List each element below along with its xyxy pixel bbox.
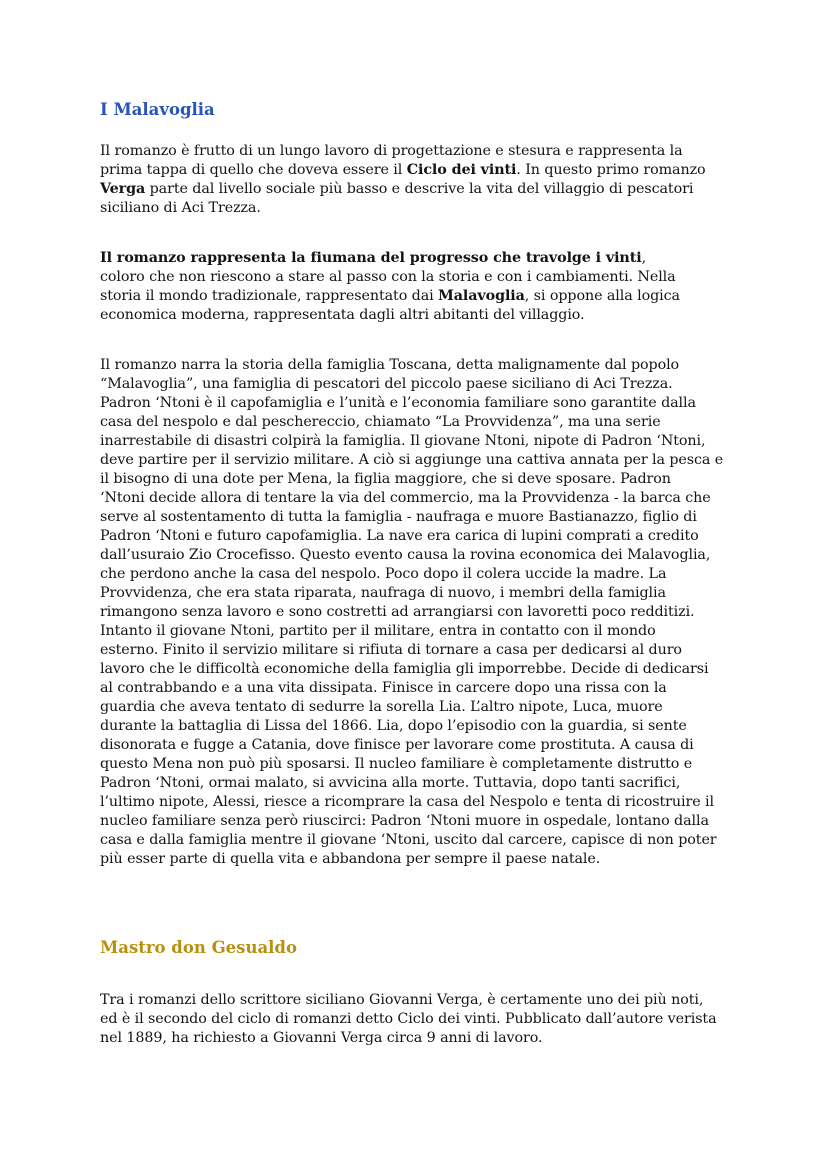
text-run: storia il mondo tradizionale, rappresentato dai [100,288,439,304]
text-line [100,641,730,660]
text-line [100,565,730,584]
text-run: casa e dalla famiglia mentre il giovane ‘Ntoni, uscito dal carcere, capisce di non poter [100,832,717,848]
text-run: prima tappa di quello che doveva essere il [100,162,407,178]
text-line [100,356,730,375]
text-line [100,413,730,432]
text-line [100,375,730,394]
text-run: Padron ‘Ntoni, ormai malato, si avvicina alla morte. Tuttavia, dopo tanti sacrifici, [100,775,681,791]
text-line [100,527,730,546]
text-line [100,199,730,218]
text-line [100,812,730,831]
text-run: questo Mena non può più sposarsi. Il nucleo familiare è completamente distrutto e [100,756,693,772]
text-line [100,831,730,850]
text-line [100,793,730,812]
text-run: Padron ‘Ntoni è il capofamiglia e l’unità e l’economia familiare sono garantite dalla [100,395,696,411]
text-run: Provvidenza, che era stata riparata, naufraga di nuovo, i membri della famiglia [100,585,666,601]
text-run: Il romanzo è frutto di un lungo lavoro di progettazione e stesura e rappresenta la [100,143,683,159]
text-line [100,287,730,306]
text-line [100,660,730,679]
text-run: inarrestabile di disastri colpirà la famiglia. Il giovane Ntoni, nipote di Padron ‘Ntoni, [100,433,706,449]
text-run: Il romanzo narra la storia della famiglia Toscana, detta malignamente dal popolo [100,357,680,373]
bold-text: Il romanzo rappresenta la fiumana del progresso che travolge i vinti [100,250,642,266]
text-run: il bisogno di una dote per Mena, la figlia maggiore, che si deve sposare. Padron [100,471,671,487]
text-run: nucleo familiare senza però riuscirci: Padron ‘Ntoni muore in ospedale, lontano dalla [100,813,709,829]
section-heading-mastro-don-gesualdo: Mastro don Gesualdo [100,938,297,957]
text-line [100,1029,730,1048]
text-line [100,161,730,180]
text-run: lavoro che le difficoltà economiche della famiglia gli imporrebbe. Decide di dedicarsi [100,661,709,677]
text-line [100,603,730,622]
text-run: che perdono anche la casa del nespolo. Poco dopo il colera uccide la madre. La [100,566,667,582]
text-line [100,508,730,527]
text-line [100,249,730,268]
text-run: disonorata e fugge a Catania, dove finisce per lavorare come prostituta. A causa di [100,737,694,753]
text-line [100,698,730,717]
text-line [100,736,730,755]
bold-text: Ciclo dei vinti [406,162,517,178]
text-line [100,394,730,413]
text-line [100,306,730,325]
text-run: rimangono senza lavoro e sono costretti ad arrangiarsi con lavoretti poco redditizi. [100,604,695,620]
text-run: dall’usuraio Zio Crocefisso. Questo evento causa la rovina economica dei Malavoglia, [100,547,711,563]
text-line [100,991,730,1010]
text-run: esterno. Finito il servizio militare si rifiuta di tornare a casa per dedicarsi al duro [100,642,682,658]
text-run: casa del nespolo e dal peschereccio, chiamato “La Provvidenza”, ma una serie [100,414,661,430]
text-run: parte dal livello sociale più basso e descrive la vita del villaggio di pescatori [145,181,694,197]
text-run: coloro che non riescono a stare al passo con la storia e con i cambiamenti. Nella [100,269,676,285]
paragraph [100,249,730,325]
text-run: Padron ‘Ntoni e futuro capofamiglia. La nave era carica di lupini comprati a credito [100,528,699,544]
text-run: durante la battaglia di Lissa del 1866. Lia, dopo l’episodio con la guardia, si sente [100,718,687,734]
text-line [100,850,730,869]
text-run: al contrabbando e a una vita dissipata. Finisce in carcere dopo una rissa con la [100,680,667,696]
text-run: economica moderna, rappresentata dagli altri abitanti del villaggio. [100,307,585,323]
text-run: . In questo primo romanzo [516,162,706,178]
text-line [100,622,730,641]
text-line [100,774,730,793]
bold-text: Verga [100,181,146,197]
text-run: siciliano di Aci Trezza. [100,200,261,216]
text-line [100,755,730,774]
text-run: ed è il secondo del ciclo di romanzi detto Ciclo dei vinti. Pubblicato dall’autore verista [100,1011,717,1027]
text-line [100,584,730,603]
text-line [100,717,730,736]
text-run: l’ultimo nipote, Alessi, riesce a ricomprare la casa del Nespolo e tenta di ricostruire il [100,794,714,810]
text-run: deve partire per il servizio militare. A ciò si aggiunge una cattiva annata per la pesca e [100,452,724,468]
text-run: più esser parte di quella vita e abbandona per sempre il paese natale. [100,851,601,867]
text-line [100,489,730,508]
text-line [100,1010,730,1029]
text-run: nel 1889, ha richiesto a Giovanni Verga circa 9 anni di lavoro. [100,1030,543,1046]
text-line [100,432,730,451]
text-run: Intanto il giovane Ntoni, partito per il militare, entra in contatto con il mondo [100,623,656,639]
text-run: “Malavoglia”, una famiglia di pescatori del piccolo paese siciliano di Aci Trezza. [100,376,673,392]
text-line [100,679,730,698]
text-line [100,142,730,161]
text-run: , si oppone alla logica [524,288,680,304]
text-line [100,268,730,287]
text-run: guardia che aveva tentato di sedurre la sorella Lia. L’altro nipote, Luca, muore [100,699,663,715]
text-line [100,470,730,489]
paragraph [100,356,730,869]
text-run: ‘Ntoni decide allora di tentare la via del commercio, ma la Provvidenza - la barca che [100,490,711,506]
text-line [100,180,730,199]
text-run: , [641,250,647,266]
section-heading-malavoglia: I Malavoglia [100,100,215,119]
text-line [100,451,730,470]
text-run: serve al sostentamento di tutta la famiglia - naufraga e muore Bastianazzo, figlio di [100,509,697,525]
bold-text: Malavoglia [438,288,525,304]
paragraph [100,991,730,1048]
text-run: Tra i romanzi dello scrittore siciliano Giovanni Verga, è certamente uno dei più noti, [100,992,704,1008]
text-line [100,546,730,565]
paragraph [100,142,730,218]
